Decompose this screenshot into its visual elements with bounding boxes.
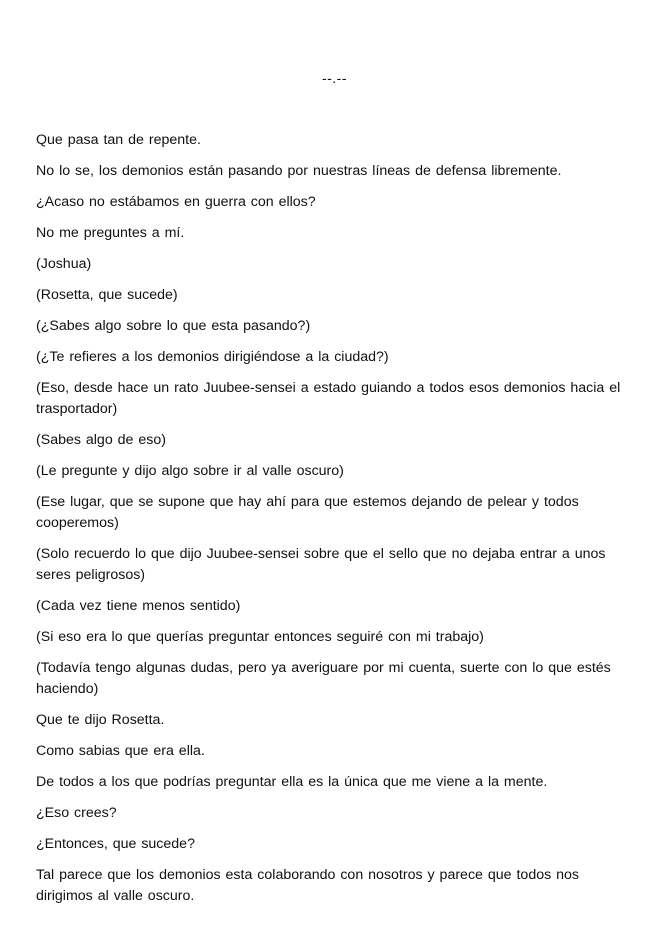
paragraph: (Le pregunte y dijo algo sobre ir al valle oscuro) [36,463,344,479]
paragraph: No lo se, los demonios están pasando por nuestras líneas de defensa libremente. [36,163,562,179]
scene-separator: --.-- [321,70,348,86]
paragraph: (Todavía tengo algunas dudas, pero ya averiguare por mi cuenta, suerte con lo que estés haciendo) [36,660,611,697]
paragraph: Que te dijo Rosetta. [36,712,165,728]
paragraph: No me preguntes a mí. [36,225,185,241]
paragraph: (Cada vez tiene menos sentido) [36,598,241,614]
paragraph: (Eso, desde hace un rato Juubee-sensei a estado guiando a todos esos demonios hacia el trasportador) [36,380,621,417]
paragraph: (Solo recuerdo lo que dijo Juubee-sensei sobre que el sello que no dejaba entrar a unos seres peligrosos) [36,546,606,583]
paragraph: (Si eso era lo que querías preguntar entonces seguiré con mi trabajo) [36,629,484,645]
paragraph: (Joshua) [36,256,92,272]
paragraph: (¿Sabes algo sobre lo que esta pasando?) [36,318,311,334]
paragraph: (Ese lugar, que se supone que hay ahí para que estemos dejando de pelear y todos cooperemos) [36,494,579,531]
paragraph: ¿Acaso no estábamos en guerra con ellos? [36,194,316,210]
document-body [36,130,636,917]
paragraph: Tal parece que los demonios esta colaborando con nosotros y parece que todos nos dirigimos al valle oscuro. [36,867,580,904]
paragraph: (¿Te refieres a los demonios dirigiéndose a la ciudad?) [36,349,389,365]
paragraph: ¿Entonces, que sucede? [36,836,195,852]
paragraph: Como sabias que era ella. [36,743,205,759]
paragraph: Que pasa tan de repente. [36,132,201,148]
paragraph: (Sabes algo de eso) [36,432,166,448]
paragraph: De todos a los que podrías preguntar ella es la única que me viene a la mente. [36,774,548,790]
paragraph: ¿Eso crees? [36,805,117,821]
paragraph: (Rosetta, que sucede) [36,287,178,303]
